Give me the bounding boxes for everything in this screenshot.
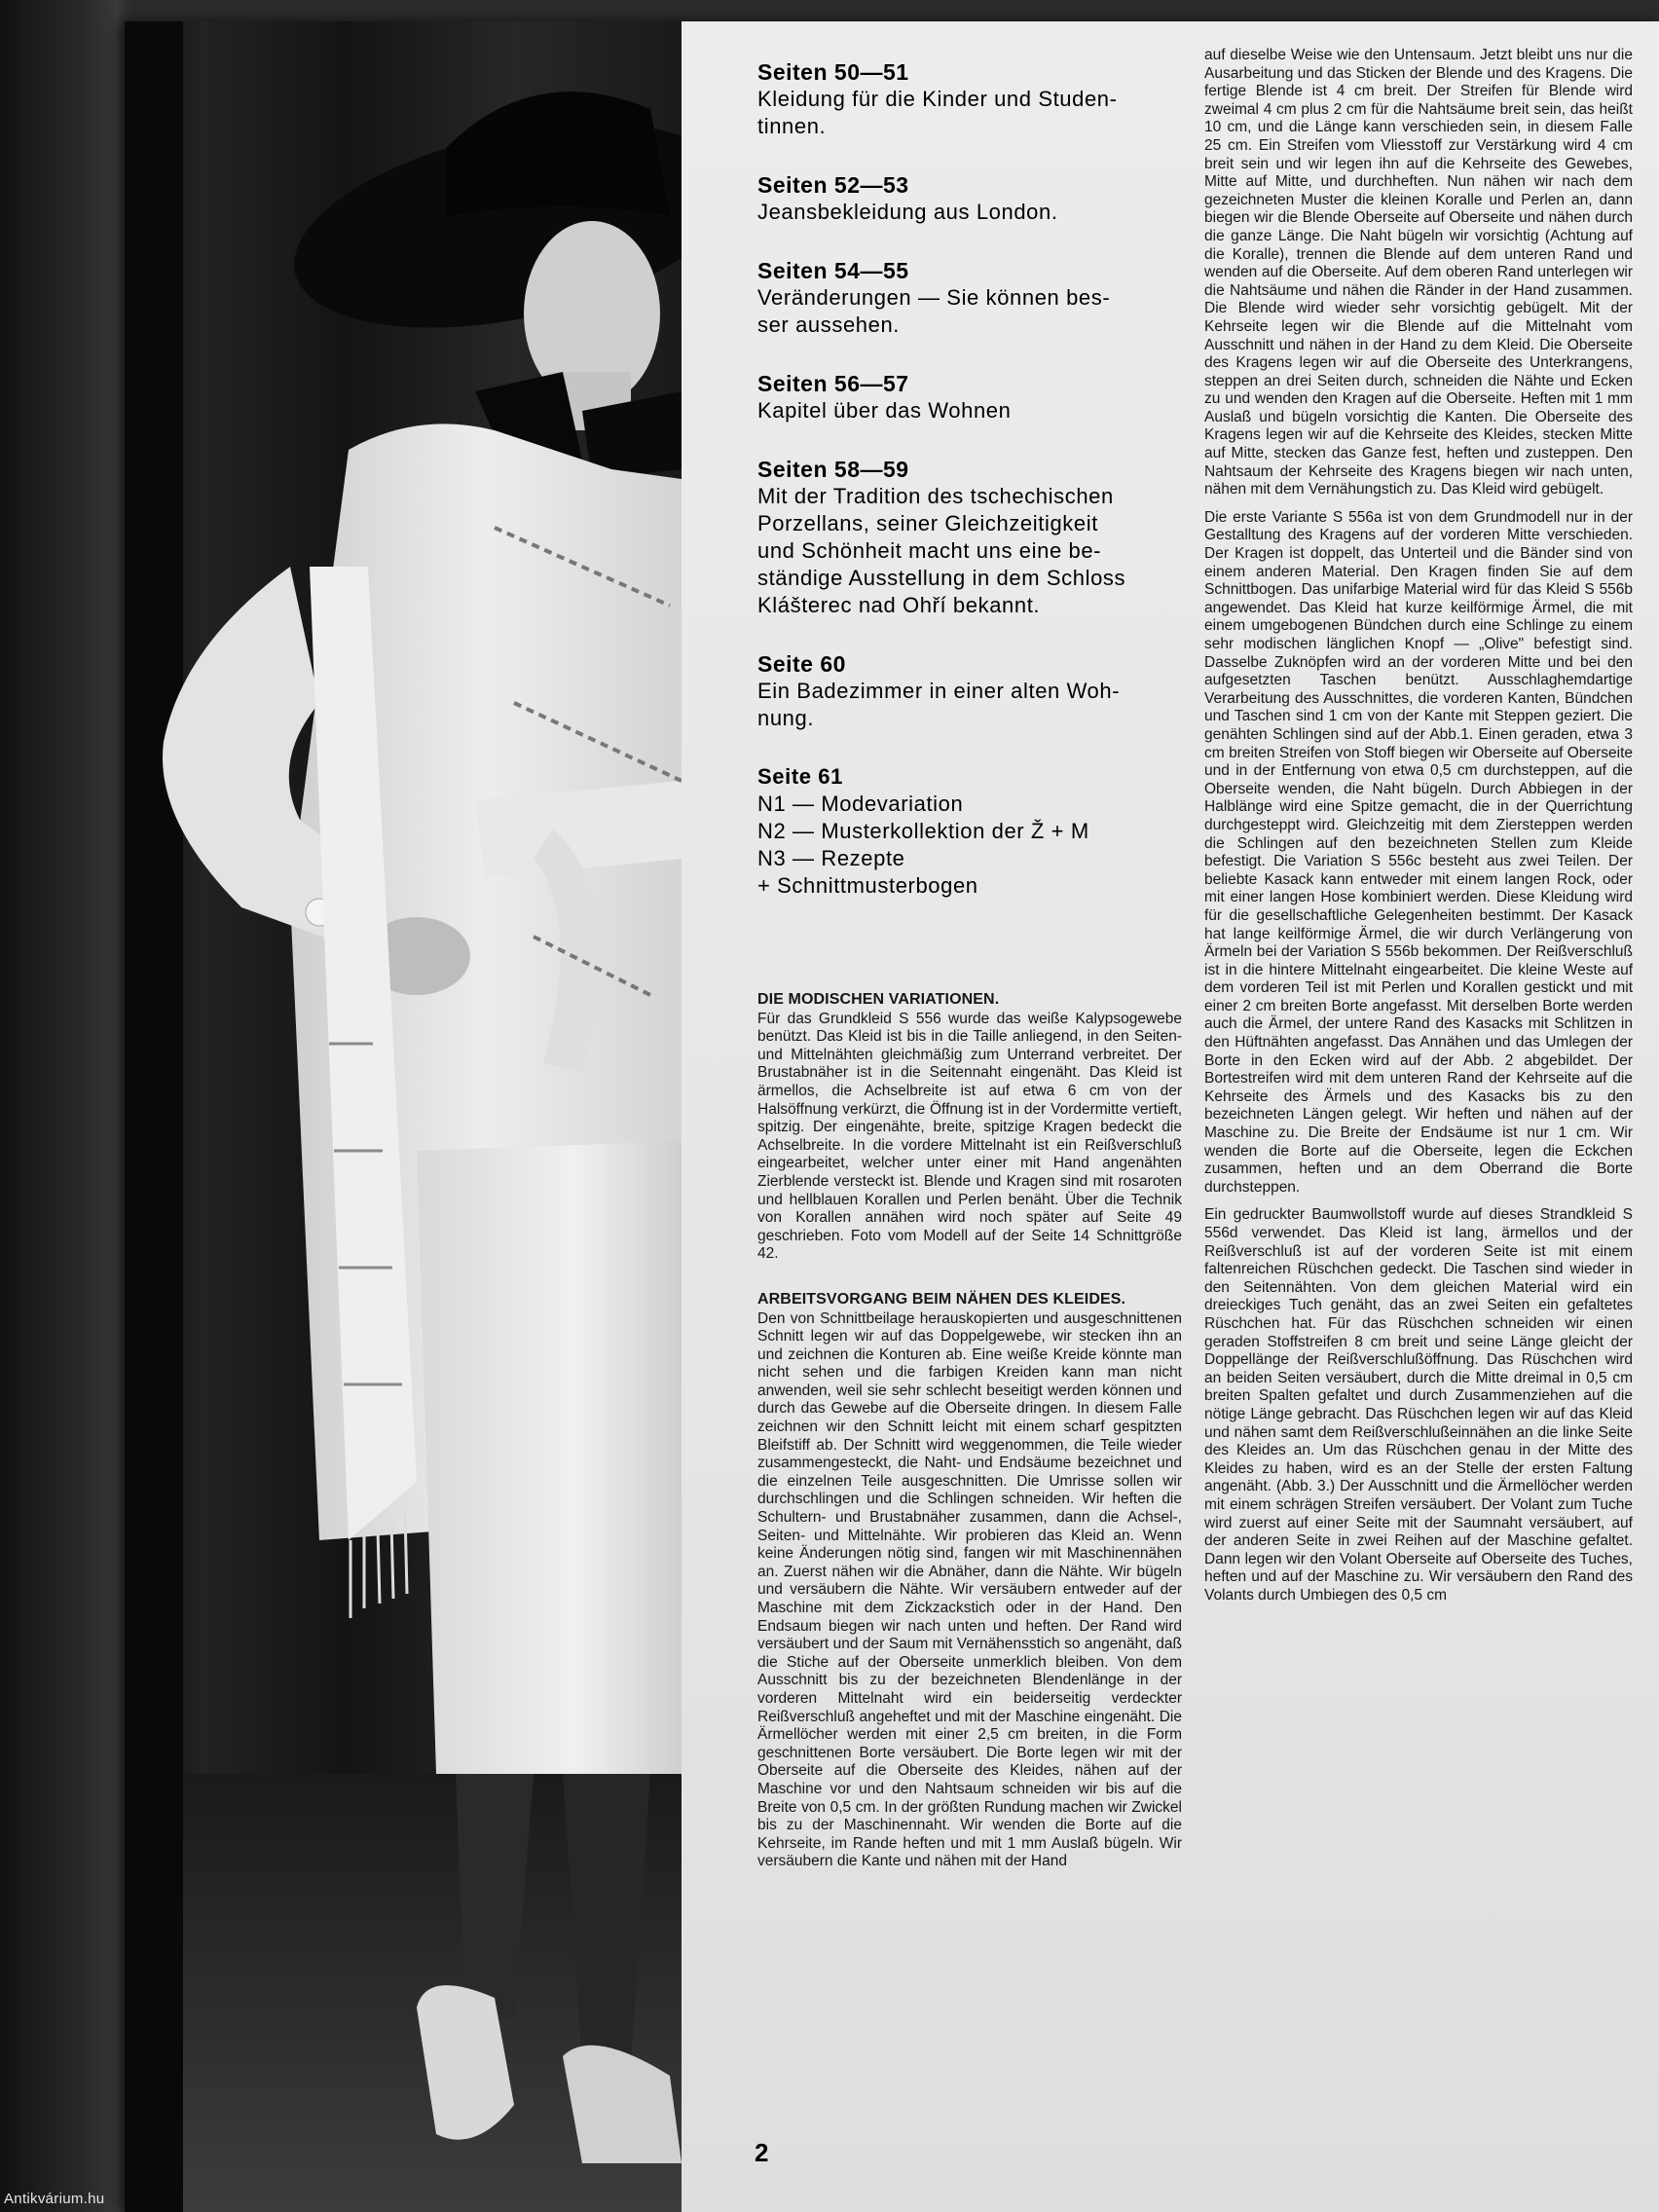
- paragraph: Die erste Variante S 556a ist von dem Grundmodell nur in der Gestalltung des Kragens auf der vorderen Mitte verschieden. Der Kragen ist doppelt, das Unterteil und die Bänder sind von einem anderen Material. Den Kragen finden Sie auf dem Schnittbogen. Das unifarbige Material wird für das Kleid S 556b angewendet. Das Kleid hat kurze keilförmige Ärmel, die mit einem umgebogenen Bündchen durch eine Schlinge zu einem sehr modischen länglichen Knopf — „Olive" befestigt sind. Dasselbe Zuknöpfen wird an der vorderen Mitte und bei den aufgesetzten Taschen benützt. Ausschlaghemdartige Verarbeitung des Ausschnittes, die vorderen Kanten, Bündchen und Taschen sind 1 cm von der Kante mit Steppen geziert. Die genähten Schlingen sind auf der Abb.1. Einen geraden, etwa 3 cm breiten Streifen von Stoff biegen wir Oberseite auf Oberseite und in der Entfernung von etwa 0,5 cm durchsteppen, auf die Oberseite wenden, die Naht bügeln. Durch Abbiegen in der Halblänge wird eine Spitze gemacht, die in der Querrichtung durchgesteppt wird. Gleichzeitig mit dem Ziersteppen werden die Schlingen auf den bezeichneten Stellen zum Kleide befestigt. Die Variation S 556c besteht aus zwei Teilen. Der beliebte Kasack kann entweder mit einem langen Rock, oder mit einer langen Hose kombiniert werden. Diese Kleidung wird für die gesellschaftliche Gelegenheiten bestimmt. Der Kasack hat lange keilförmige Ärmel, die wir durch Verlängerung von Ärmeln bei der Variation S 556b bekommen. Der Reißverschluß ist in die hintere Mittelnaht eingearbeitet. Die kleine Weste auf dem vorderen Teil ist mit Perlen und Korallen gestickt und mit einer 2 cm breiten Borte angefasst. Mit derselben Borte werden auch die Ärmel, der untere Rand des Kasacks mit Schlitzen in den Hüftnähten angefasst. Das Annähen und das Umlegen der Borte in den Ecken wird auf der Abb. 2 abgebildet. Der Bortestreifen wird mit dem unteren Rand der Kehrseite auf die Kehrseite des Ärmels und des Kasacks bis zu den bezeichneten Längen gelegt. Wir heften und nähen auf der Maschine zu. Die Breite der Endsäume ist nur 1 cm. Wir wenden die Borte auf die Oberseite, legen die Eckchen zusammen, heften und an dem Oberrand die Borte durchsteppen.: [1204, 508, 1633, 1196]
- toc-heading: Seiten 52—53: [757, 172, 909, 198]
- toc-line: nung.: [757, 706, 815, 730]
- toc-line: ständige Ausstellung in dem Schloss: [757, 566, 1126, 590]
- section-heading: DIE MODISCHEN VARIATIONEN.: [757, 991, 1000, 1008]
- toc-line: Klášterec nad Ohří bekannt.: [757, 593, 1041, 617]
- toc-line: und Schönheit macht uns eine be-: [757, 538, 1102, 563]
- instructions-column-right: [1204, 47, 1633, 1614]
- toc-entry: [757, 370, 1186, 424]
- toc-line: Porzellans, seiner Gleichzeitigkeit: [757, 511, 1098, 535]
- toc-heading: Seiten 58—59: [757, 457, 909, 482]
- toc-entry: [757, 257, 1186, 339]
- toc-entry: [757, 171, 1186, 226]
- section-body: Für das Grundkleid S 556 wurde das weiße Kalypsogewebe benützt. Das Kleid ist bis in die Taille anliegend, in den Seiten- und Mittelnähten gleichmäßig zum Unterrand verbreitet. Der Brustabnäher ist in die Seitennaht eingenäht. Das Kleid ist ärmellos, die Achselbreite ist auf etwa 6 cm von der Halsöffnung verkürzt, die Öffnung ist in der Vordermitte vertieft, spitzig. Der eingenähte, breite, spitzige Kragen bedeckt die Achselbreite. In die vordere Mittelnaht ist ein Reißverschluß eingearbeitet, welcher unter einer mit Hand angenähten Zierblende versteckt ist. Blende und Kragen sind mit rosaroten und hellblauen Korallen und Perlen benäht. Über die Technik von Korallen annähen wird noch später auf Seite 49 geschrieben. Foto vom Modell auf der Seite 14 Schnittgröße 42.: [757, 1010, 1182, 1263]
- toc-line: Jeansbekleidung aus London.: [757, 200, 1058, 224]
- toc-heading: Seiten 50—51: [757, 59, 909, 85]
- toc-line: ser aussehen.: [757, 313, 900, 337]
- toc-heading: Seiten 54—55: [757, 258, 909, 283]
- toc-heading: Seite 61: [757, 764, 843, 789]
- watermark: Antikvárium.hu: [4, 2191, 105, 2207]
- toc-line: + Schnittmusterbogen: [757, 873, 978, 898]
- toc-line: Ein Badezimmer in einer alten Woh-: [757, 679, 1121, 703]
- toc-entry: [757, 763, 1186, 900]
- toc-line: Mit der Tradition des tschechischen: [757, 484, 1114, 508]
- toc-line: tinnen.: [757, 114, 827, 138]
- toc-line: Kleidung für die Kinder und Studen-: [757, 87, 1118, 111]
- paragraph: Ein gedruckter Baumwollstoff wurde auf dieses Strandkleid S 556d verwendet. Das Kleid ist lang, ärmellos und der Reißverschluß ist auf der vorderen Seite ist mit einem faltenreichen Rüschchen gedeckt. Die Taschen sind wieder in den Seitennähten. Von dem gleichen Material wird ein dreieckiges Tuch genäht, das an zwei Seiten ein gefaltetes Rüschchen hat. Für das Rüschchen schneiden wir einen geraden Stoffstreifen 8 cm breit und seine Länge gleicht der Doppellänge der Reißverschlußöffnung. Das Rüschchen wird an beiden Seiten versäubert, durch die Mitte dreimal in 0,5 cm breiten Spalten gefaltet und durch Zusammenziehen auf die nötige Länge gebracht. Das Rüschchen legen wir auf das Kleid und nähen samt dem Reißverschlußeinnähen an die linke Seite des Kleides an. Um das Rüschchen genau in der Mitte des Kleides zu haben, wird es an der Stelle der ersten Faltung angenäht. (Abb. 3.) Der Ausschnitt und die Ärmellöcher werden mit einem schrägen Streifen versäubert. Der Volant zum Tuche wird zuerst auf einer Seite mit der Saumnaht versäubert, auf der anderen Seite in zwei Reihen auf der Maschine gefaltet. Dann legen wir den Volant Oberseite auf Oberseite des Tuches, heften und auf der Maschine zu. Wir versäubern den Rand des Volants durch Umbiegen des 0,5 cm: [1204, 1206, 1633, 1604]
- toc-entry: [757, 650, 1186, 732]
- toc-line: Kapitel über das Wohnen: [757, 398, 1012, 423]
- section-body: Den von Schnittbeilage herauskopierten und ausgeschnittenen Schnitt legen wir auf das Doppelgewebe, wir stecken ihn an und zeichnen die Konturen ab. Eine weiße Kreide könnte man nicht sehen und die farbigen Kreiden kann man nicht anwenden, weil sie sehr schlecht beseitigt werden können und durch das Gewebe auf die Oberseite dringen. In diesem Falle zeichnen wir den Schnitt leicht mit einem scharf gespitzten Bleifstiff ab. Der Schnitt wird weggenommen, die Teile wieder zusammengesteckt, die Naht- und Endsäume bezeichnet und die einzelnen Teile ausgeschnitten. Die Umrisse sollen wir durchschlingen und die Schlingen schneiden. Wir heften die Schultern- und Brustabnäher zusammen, dann die Achsel-, Seiten- und Mittelnähte. Wir probieren das Kleid an. Wenn keine Änderungen nötig sind, fangen wir mit Maschinennähen an. Zuerst nähen wir die Abnäher, dann die Nähte. Wir bügeln und versäubern die Nähte. Wir versäubern entweder auf der Maschine mit dem Zickzackstich oder in der Hand. Den Endsaum biegen wir nach unten und heften. Der Rand wird versäubert und der Saum mit Vernähensstich so angenäht, daß die Stiche auf der Oberseite unmerklich bleiben. Von dem Ausschnitt bis zu der bezeichneten Blendenlänge in der vorderen Mittelnaht wird ein beiderseitig verdeckter Reißverschluß angeheftet und mit der Maschine eingenäht. Die Ärmellöcher werden mit einer 2,5 cm breiten, in die Form geschnittenen Borte versäubert. Die Borte legen wir mit der Oberseite auf die Oberseite des Kleides, nähen auf der Maschine vor und den Nahtsaum schneiden wir bis auf die Breite von 0,5 cm. In der größten Rundung machen wir Zwickel bis zu der Maschinennaht. Wir wenden die Borte auf die Kehrseite, im Rande heften und mit 1 mm Auslaß bügeln. Wir versäubern die Kante und nähen mit der Hand: [757, 1309, 1182, 1870]
- instructions-column-left: [757, 991, 1182, 1871]
- toc-heading: Seiten 56—57: [757, 371, 909, 396]
- toc-line: N1 — Modevariation: [757, 792, 964, 816]
- contents-list: [757, 58, 1186, 931]
- toc-entry: [757, 456, 1186, 619]
- paragraph: auf dieselbe Weise wie den Untensaum. Jetzt bleibt uns nur die Ausarbeitung und das Sticken der Blende und des Kragens. Die fertige Blende ist 4 cm breit. Der Streifen für Blende wird zweimal 4 cm plus 2 cm für die Nahtsäume breit sein, das heißt 10 cm, und die Länge kann verschieden sein, in diesem Falle 25 cm. Ein Streifen vom Vliesstoff zur Verstärkung wird 4 cm breit sein und wir legen ihn auf die Kehrseite des Gewebes, Mitte auf Mitte, und durchheften. Nun nähen wir nach dem gezeichneten Muster die kleinen Koralle und Perlen an, dann biegen wir die Blende Oberseite auf Oberseite und nähen durch die ganze Länge. Die Naht bügeln wir vorsichtig (Achtung auf die Koralle), trennen die Blende auf dem unteren Rand und wenden auf die Oberseite. Auf dem oberen Rand unterlegen wir die Nahtsäume und nähen die Ränder in der Hand zusammen. Die Blende wird wieder sehr vorsichtig gebügelt. Mit der Kehrseite legen wir die Blende auf die Mittelnaht vom Ausschnitt und nähen in der Hand zu dem Kleid. Die Oberseite des Kragens legen wir auf die Oberseite des Unterkrangens, steppen an drei Seiten durch, schneiden die Nähte und Ecken zu und wenden den Kragen auf die Oberseite. Heften mit 1 mm Auslaß und bügeln vorsichtig die Kanten. Die Oberseite des Kragens legen wir auf die Kehrseite des Kleides, stecken Mitte auf Mitte, stecken das Ganze fest, heften und zusteppen. Den Nahtsaum der Kehrseite des Kragens biegen wir nach unten, nähen mit dem Vernähungstich zu. Das Kleid wird gebügelt.: [1204, 47, 1633, 498]
- toc-entry: [757, 58, 1186, 140]
- fashion-photo: [125, 21, 682, 2212]
- toc-line: N2 — Musterkollektion der Ž + M: [757, 819, 1089, 843]
- toc-line: N3 — Rezepte: [757, 846, 905, 870]
- toc-heading: Seite 60: [757, 651, 846, 677]
- section-heading: ARBEITSVORGANG BEIM NÄHEN DES KLEIDES.: [757, 1290, 1126, 1308]
- page-number: 2: [755, 2138, 769, 2167]
- toc-line: Veränderungen — Sie können bes-: [757, 285, 1111, 310]
- model-illustration: [125, 21, 682, 2212]
